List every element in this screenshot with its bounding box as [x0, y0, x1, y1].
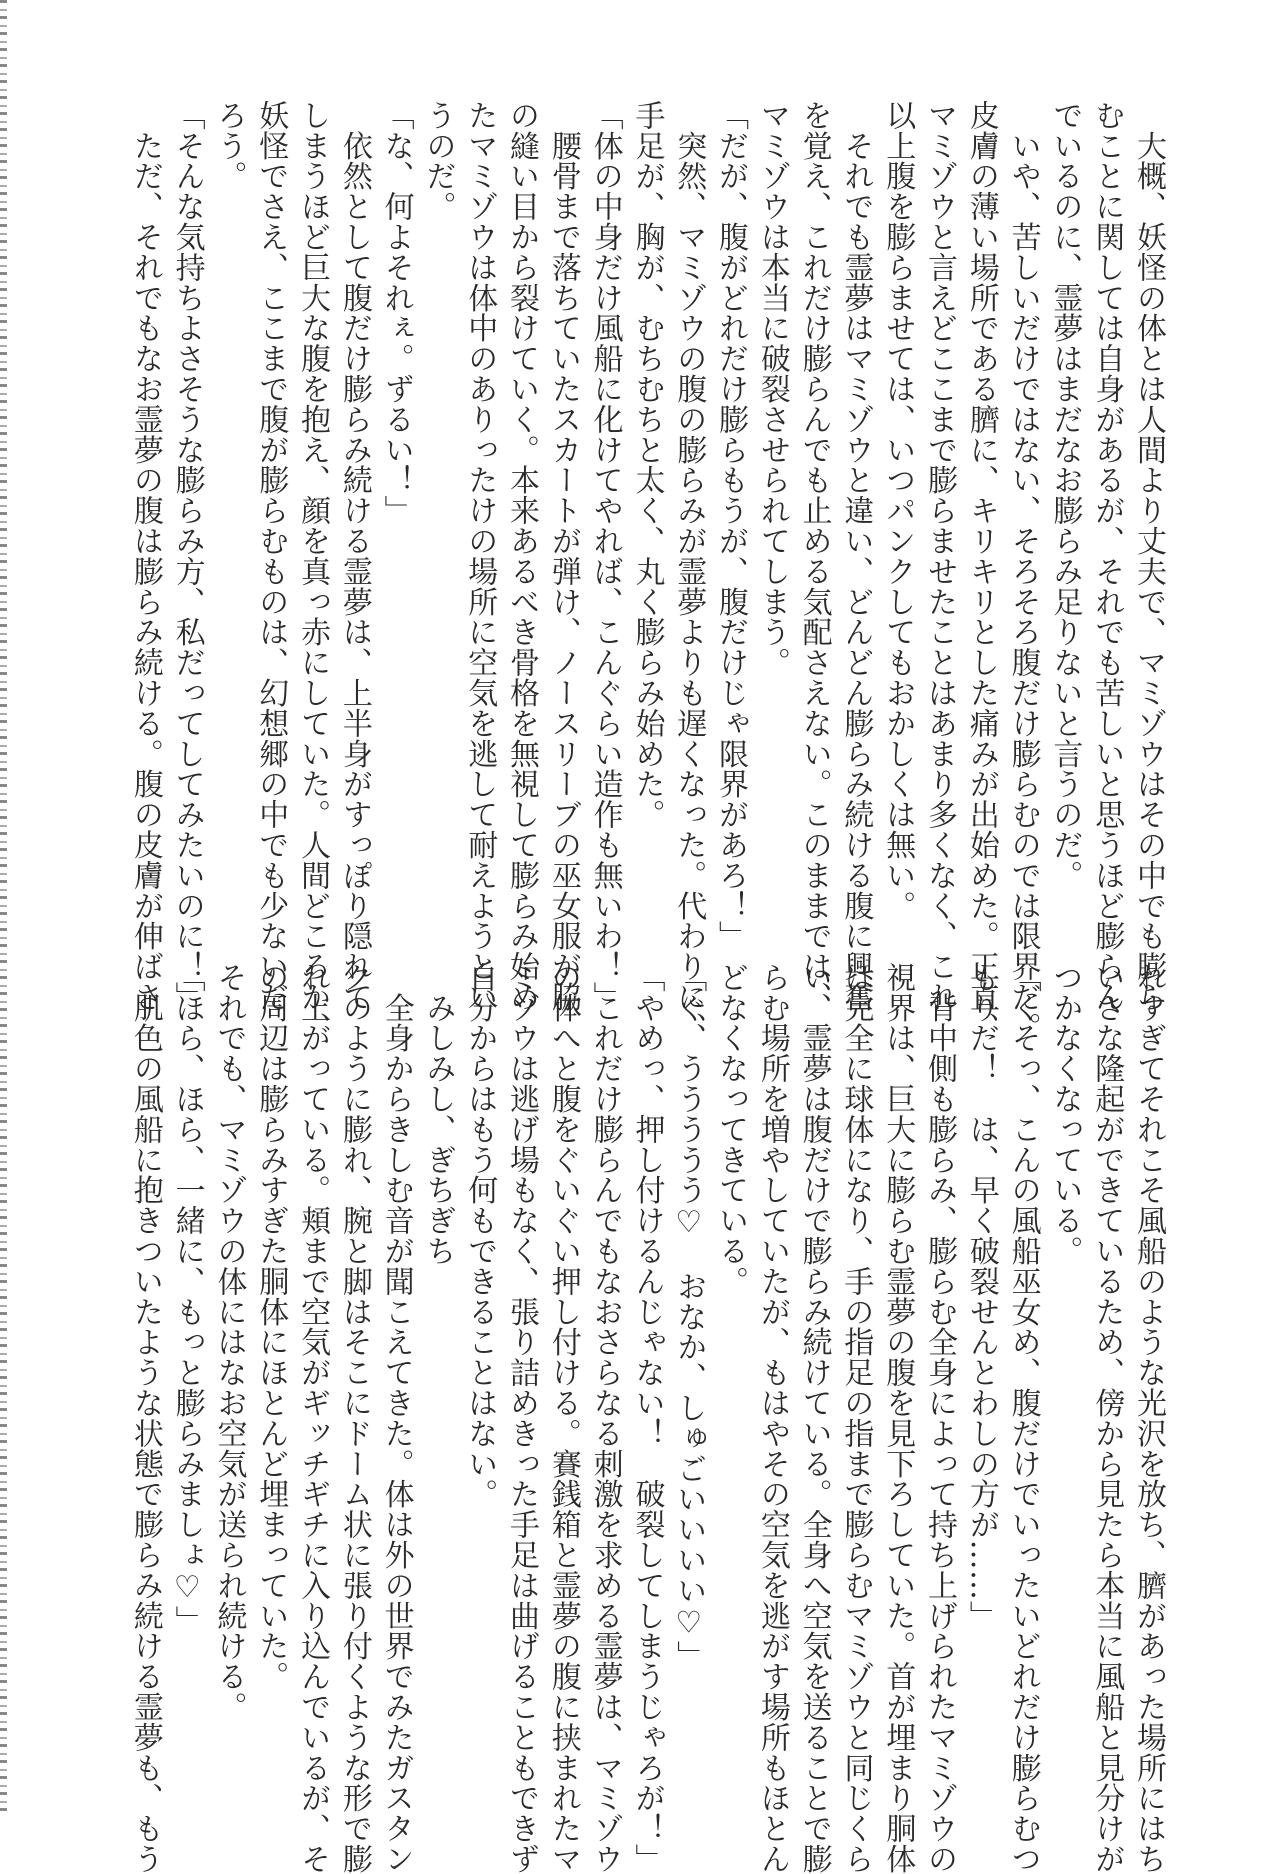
text-column: 「そんな気持ちよさそうな膨らみ方、私だってしてみたいのに！」	[169, 100, 205, 1012]
text-column: れすぎてそれこそ風船のような光沢を放ち、臍があった場所にはち	[1131, 962, 1166, 1874]
binding-edge	[0, 0, 7, 1812]
text-column: むことに関しては自身があるが、それでも苦しいと思うほど膨らん	[1089, 100, 1125, 1012]
text-column: を覚え、これだけ膨らんでも止める気配さえない。このままでは、	[796, 100, 832, 1012]
text-column: 突然、マミゾウの腹の膨らみが霊夢よりも遅くなった。代わりに、	[671, 100, 707, 1043]
text-column: ろう。	[211, 100, 247, 192]
text-column: でいるのに、霊夢はまだなお膨らみ足りないと言うのだ。	[1047, 100, 1083, 891]
text-column: 全身からきしむ音が聞こえてきた。体は外の世界でみたガスタン	[378, 962, 414, 1874]
text-column: の周辺は膨らみすぎた胴体にほとんど埋まっていた。	[253, 962, 289, 1692]
text-column: たマミゾウは体中のありったけの場所に空気を逃して耐えようとい	[462, 100, 498, 1012]
text-column: 視界は、巨大に膨らむ霊夢の腹を見下ろしていた。首が埋まり胴体	[880, 962, 916, 1874]
text-column: 妖怪でさえ、ここまで腹が膨らむものは、幻想郷の中でも少ないだ	[253, 100, 289, 1012]
text-column: 自分からはもう何もできることはない。	[462, 962, 498, 1510]
text-column: 皮膚の薄い場所である臍に、キリキリとした痛みが出始めた。正直、	[963, 100, 999, 1043]
text-column: 「ほら、ほら、一緒に、もっと膨らみましょ♡」	[169, 962, 205, 1636]
text-column: の体へと腹をぐいぐい押し付ける。賽銭箱と霊夢の腹に挟まれたマ	[545, 962, 581, 1874]
text-block-bottom	[124, 962, 1169, 1874]
text-column: それでも、マミゾウの体にはなお空気が送られ続ける。	[211, 962, 247, 1722]
text-column: 背中側も膨らみ、膨らむ全身によって持ち上げられたマミゾウの	[922, 962, 958, 1874]
text-column: 依然として腹だけ膨らみ続ける霊夢は、上半身がすっぽり隠れて	[336, 100, 372, 1012]
text-column: ミゾウは逃げ場もなく、張り詰めきった手足は曲げることもできず	[504, 962, 540, 1874]
text-column: 「な、何よそれぇ。ずるい！」	[378, 100, 414, 526]
text-column: れ上がっている。頬まで空気がギッチギチに入り込んでいるが、そ	[295, 962, 331, 1874]
text-column: うのだ。	[420, 100, 456, 222]
text-column: 大概、妖怪の体とは人間より丈夫で、マミゾウはその中でも膨ら	[1131, 100, 1166, 1012]
text-column: 「くそっ、こんの風船巫女め、腹だけでいったいどれだけ膨らむつ	[1005, 962, 1041, 1874]
text-column: それでも霊夢はマミゾウと違い、どんどん膨らみ続ける腹に興奮	[838, 100, 874, 1012]
text-block-top	[124, 100, 1169, 1043]
text-column: 「体の中身だけ風船に化けてやれば、こんぐらい造作も無いわ！」	[587, 100, 623, 1012]
text-column: クのように膨れ、腕と脚はそこにドーム状に張り付くような形で膨	[336, 962, 372, 1874]
text-column: ただ、それでもなお霊夢の腹は膨らみ続ける。腹の皮膚が伸ばさ	[127, 100, 163, 1012]
text-column: は完全に球体になり、手の指足の指まで膨らむマミゾウと同じくら	[838, 962, 874, 1874]
text-column: どなくなってきている。	[713, 962, 749, 1297]
text-column: 手足が、胸が、むちむちと太く、丸く膨らみ始めた。	[629, 100, 665, 830]
text-column: しまうほど巨大な腹を抱え、顔を真っ赤にしていた。人間どころか、	[295, 100, 331, 1043]
text-column: マミゾウと言えどここまで膨らませたことはあまり多くなく、これ	[922, 100, 958, 1012]
text-column: これだけ膨らんでもなおさらなる刺激を求める霊夢は、マミゾウ	[587, 962, 623, 1874]
text-column: みしみし、ぎちぎち	[420, 962, 456, 1266]
text-column: いや、苦しいだけではない、そろそろ腹だけ膨らむのでは限界だ。	[1005, 100, 1041, 1043]
text-column: の縫い目から裂けていく。本来あるべき骨格を無視して膨らみ始め	[504, 100, 540, 1012]
text-column: らむ場所を増やしていたが、もはやその空気を逃がす場所もほとん	[754, 962, 790, 1874]
text-column: 「やめっ、押し付けるんじゃない！ 破裂してしまうじゃろが！」	[629, 962, 665, 1874]
text-column: 腰骨まで落ちていたスカートが弾け、ノースリーブの巫女服が脇	[545, 100, 581, 1012]
text-column: マミゾウは本当に破裂させられてしまう。	[754, 100, 790, 678]
text-column: いさな隆起ができているため、傍から見たら本当に風船と見分けが	[1089, 962, 1125, 1874]
text-column: 以上腹を膨らませては、いつパンクしてもおかしくは無い。	[880, 100, 916, 921]
text-column: 「だが、腹がどれだけ膨らもうが、腹だけじゃ限界があろ！」	[713, 100, 749, 952]
text-column: い、霊夢は腹だけで膨らみ続けている。全身へ空気を送ることで膨	[796, 962, 832, 1874]
text-column: もりだ！ は、早く破裂せんとわしの方が……」	[963, 962, 999, 1631]
text-column: 「ぐ、ううううう♡ おなか、しゅごいいいい♡」	[671, 962, 707, 1672]
text-column: 肌色の風船に抱きついたような状態で膨らみ続ける霊夢も、もう	[127, 962, 163, 1874]
text-column: つかなくなっている。	[1047, 962, 1083, 1266]
